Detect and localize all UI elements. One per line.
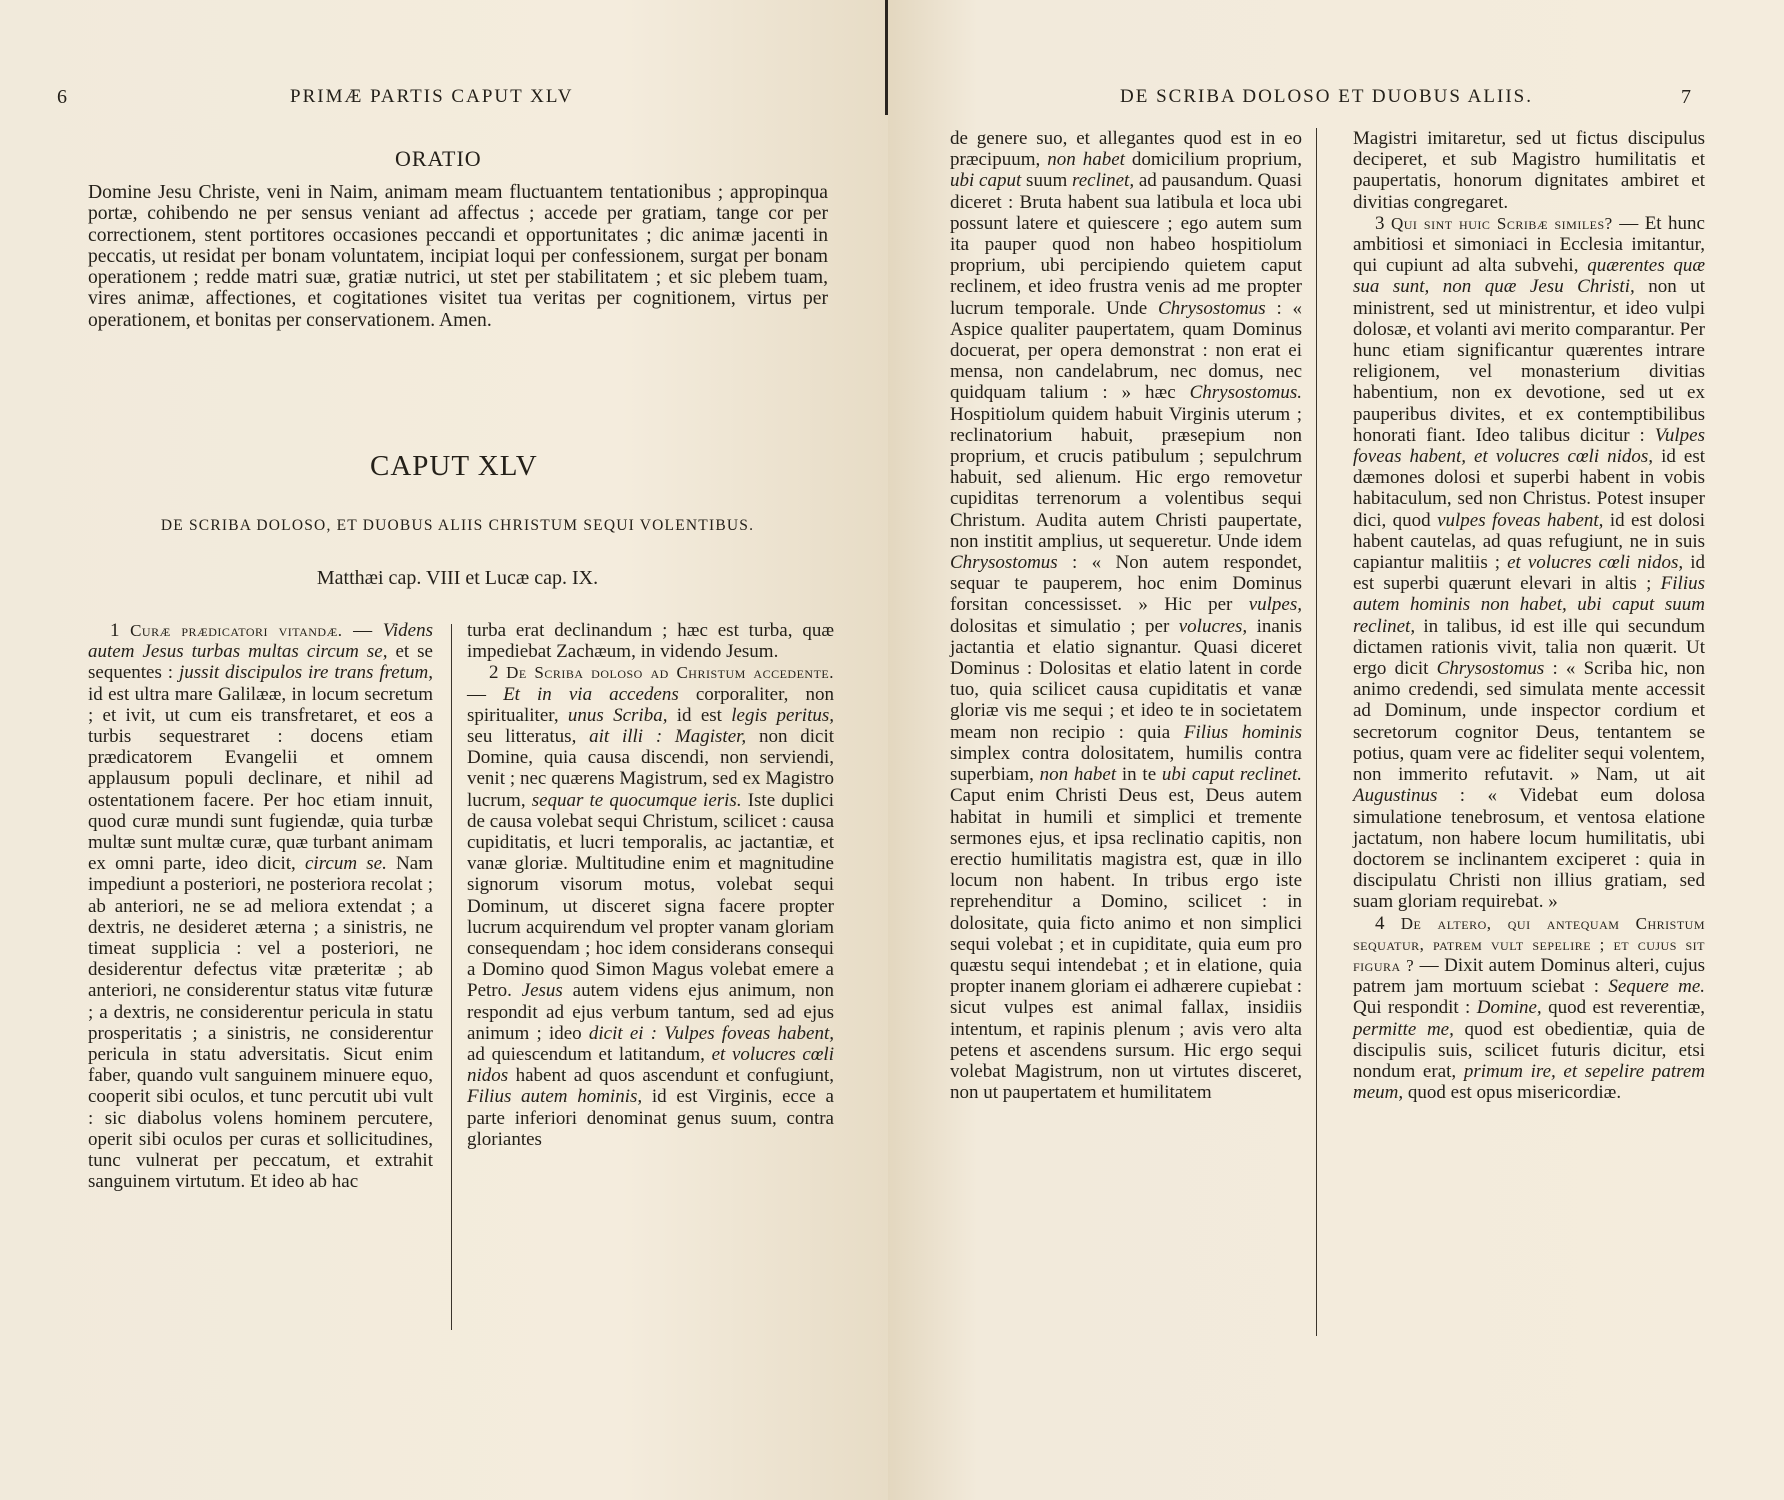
text: et se sequentes : — [88, 641, 433, 684]
dash: — — [467, 683, 504, 705]
text: domicilium proprium, — [1124, 149, 1302, 171]
quote: unus Scriba, — [567, 704, 668, 726]
quote: Filius hominis — [1183, 721, 1302, 743]
quote: non habet — [1047, 149, 1125, 171]
text: id est dæmones dolosi et superbi habent in vobis habitaculum, sed non Christus. Potest insuper dici, quod — [1353, 446, 1705, 531]
dash: — — [1612, 212, 1645, 234]
text: Et hunc ambitiosi et simoniaci in Ecclesia imitantur, qui cupiunt ad alta subvehi, — [1353, 212, 1705, 277]
left-column-2 — [467, 620, 834, 1150]
caput-subtitle: DE SCRIBA DOLOSO, ET DUOBUS ALIIS CHRISTUM SEQUI VOLENTIBUS. — [160, 517, 755, 534]
text: id est superbi quærunt elevari in altis ; — [1353, 552, 1706, 595]
quote: ubi caput — [950, 170, 1022, 192]
text: in te — [1116, 764, 1162, 786]
text: : « Scriba hic, non animo credendi, sed simulata mente accessit ad Dominum, unde inspector cordium et secretorum cognitor Deus, tentantem se potius, quam vere ac fideliter sequi volentem, non immerito refutavit. » Nam, ut ait — [1353, 658, 1706, 786]
quote: ubi caput reclinet. — [1161, 764, 1302, 786]
text: simplex contra dolositatem, humilis contra superbiam, — [950, 742, 1302, 786]
oratio-body: Domine Jesu Christe, veni in Naim, animam meam fluctuantem tentationibus ; appropinqua portæ, cohibendo ne per sensus veniant ad affectus ; accede per gratiam, tange cor per correctionem, stent portitores occasiones peccandi et opportunitates ; dic animæ jacenti in peccatis, ut residat per bonam voluntatem, incipiat loqui per confessionem, surgat per bonam operationem ; redde matri suæ, gratiæ nutrici, ut stet per stabilitatem ; et sic plebem tuam, vires animæ, affectiones, et cogitationes visitet tua veritas per cognitionem, virtus per operationem, et bonitas per conservationem. Amen. — [88, 182, 828, 331]
oratio-title: ORATIO — [395, 146, 482, 171]
text: : « Aspice qualiter paupertatem, quam Dominus docuerat, per opera demonstrat : non erat ei mensa, non candelabrum, nec domus, nec quidquam talium : » hæc — [950, 297, 1303, 404]
quote: ait illi : Magister, — [589, 726, 747, 748]
quote: jussit discipulos ire trans fretum, — [179, 662, 433, 684]
text: inanis jactantia et elatio signantur. Quasi diceret Dominus : Dolositas et elatio latent in corde tuo, quia scilicet causa cupiditatis et vanæ gloriæ vis me sequi ; et ideo te in societatem meam non recipio : quia — [950, 615, 1302, 743]
section-heading: De altero, qui antequam Christum sequatur, patrem vult sepelire ; et cujus sit figura ? — [1353, 913, 1705, 975]
right-page — [888, 0, 1784, 1500]
text: Dixit autem Dominus alteri, cujus patrem jam mortuum sciebat : — [1353, 954, 1706, 998]
section-heading: Qui sint huic Scribæ similes? — [1390, 213, 1613, 233]
section-heading: Curæ prædicatori vitandæ. — [130, 621, 343, 640]
text: seu litteratus, — [467, 726, 590, 748]
quote: Chrysostomus — [1158, 297, 1266, 319]
text: Hospitiolum quidem habuit Virginis uterum ; reclinatorium habuit, præsepium non proprium, et crucis patibulum ; sepulchrum habuit, sed alienum. Hic ergo removetur cupiditas terrenorum a volentibus sequi Christum. Audita autem Christi paupertate, non institit amplius, ut sequeretur. Unde idem — [950, 403, 1302, 552]
quote: Filius autem hominis non habet, ubi caput suum reclinet, — [1353, 573, 1705, 637]
section-number: 1 — [110, 620, 120, 641]
quote: circum se. — [305, 853, 387, 875]
quote: Sequere me. — [1608, 976, 1705, 998]
quote: dicit ei : Vulpes foveas habent, — [588, 1022, 834, 1044]
text: quod est opus misericordiæ. — [1403, 1082, 1622, 1104]
paragraph — [950, 128, 1302, 1103]
running-head-left: PRIMÆ PARTIS CAPUT XLV — [290, 86, 574, 107]
section-4-paragraph — [1353, 913, 1705, 1104]
text: id est ultra mare Galilææ, in locum secretum ; et ivit, ut cum eis transfretaret, et eos a turbis sequestraret : docens etiam prædicatorem Evangelii et omnem applausum populi declinare, et nihil ad ostentationem facere. Per hoc etiam innuit, quod curæ mundi sunt fugiendæ, quia turbæ multæ sunt multæ curæ, quæ turbant animam ex omni parte, ideo dicit, — [88, 683, 433, 875]
text: non ut ministrent, sed ut ministrentur, et ideo vulpi dolosæ, et volanti avi merito comparantur. Per hunc etiam significantur quærentes intrare religionem, vel monasterium divitias habentium, non ex devotione, sed ut ex pauperibus divites, et ex contemptibilibus honorati fiant. Ideo talibus dicitur : — [1353, 276, 1705, 446]
caput-title: CAPUT XLV — [370, 450, 538, 482]
quote: Jesus — [521, 980, 563, 1002]
quote: reclinet, — [1072, 170, 1135, 192]
quote: Augustinus — [1353, 785, 1438, 807]
quote: Chrysostomus — [1436, 658, 1545, 680]
column-rule — [451, 624, 452, 1330]
text: Caput enim Christi Deus est, Deus autem habitat in humili et simplici et tremente sermones ejus, et ipsa reclinatio capitis, non erectio humilitatis magistra est, quæ in illo locum non habent. In tribus ergo iste reprehenditur a Domino, scilicet : in dolositate, quia ficto animo et non simplici sequi volebat ; et in cupiditate, quia eum pro quæstu sequi intendebat ; et in elatione, quia propter inanem gloriam ei adhærere cupiebat : sicut vulpes est animal fallax, insidiis intentum, et rapinis plenum ; avis vero alta petens et ascendens sursum. Hic ergo sequi volebat Magistrum, non ut virtutes disceret, non ut paupertatem et humilitatem — [950, 785, 1302, 1104]
section-number: 2 — [489, 662, 499, 684]
text: habent ad quos ascendunt et confugiunt, — [508, 1065, 834, 1087]
text: in talibus, id est ille qui secundum dictamen rationis vivit, talia non quærit. Ut ergo dicit — [1353, 615, 1705, 680]
running-head-right: DE SCRIBA DOLOSO ET DUOBUS ALIIS. — [1120, 86, 1533, 107]
text: quod est obedientiæ, quia de discipulis suis, scilicet futuris dicitur, etsi nondum erat, — [1353, 1018, 1705, 1082]
quote: Domine, — [1476, 997, 1542, 1019]
section-1-paragraph — [88, 620, 433, 1192]
left-page — [0, 0, 888, 1500]
quote: primum ire, et sepelire patrem meum, — [1353, 1060, 1705, 1104]
section-number: 4 — [1375, 912, 1385, 934]
text: Iste duplici de causa volebat sequi Christum, scilicet : causa cupiditatis, et lucri temporalis, ac jactantiæ, et vanæ gloriæ. Multitudine enim et magnitudine signorum visorum motus, volebat sequi Dominum, ut disceret signa facere propter lucrum acquirendum vel propter vanam gloriam consequendam ; hoc idem considerans consequi a Domino quod Simon Magus volebat emere a Petro. — [467, 789, 834, 1002]
quote: vulpes, — [1248, 594, 1302, 616]
paragraph: Magistri imitaretur, sed ut fictus discipulus deciperet, et sub Magistro humilitatis et paupertatis, honorum dignitates ambiret et divitias congregaret. — [1353, 128, 1705, 213]
right-column-2 — [1353, 128, 1705, 1103]
quote: quærentes quæ sua sunt, non quæ Jesu Christi, — [1353, 255, 1706, 298]
text: non dicit Domine, quia causa discendi, non serviendi, venit ; nec quærens Magistrum, sed ex Magistro lucrum, — [467, 726, 835, 811]
page-number-right: 7 — [1681, 86, 1691, 108]
text: id est Virginis, ecce a parte inferiori denominat genus suum, contra gloriantes — [467, 1086, 834, 1150]
quote: Chrysostomus — [950, 552, 1058, 574]
right-column-1 — [950, 128, 1302, 1103]
text: de genere suo, et allegantes quod est in eo præcipuum, — [950, 128, 1302, 171]
quote: Et in via accedens — [503, 683, 679, 705]
text: ad quiescendum et latitandum, — [467, 1044, 712, 1066]
quote: et volucres cœli nidos — [467, 1044, 834, 1087]
column-rule — [1316, 128, 1317, 1336]
left-column-1 — [88, 620, 433, 1192]
section-heading: De Scriba doloso ad Christum accedente. — [506, 663, 834, 683]
text: ad pausandum. Quasi diceret : Bruta habent sua latibula et loca ubi possunt latere et quiescere ; ego autem sum ita pauper quod non habeo hospitiolum proprium, ubi percipiendo quietem caput reclinem, et ideo frustra venis ad me propter lucrum temporale. Unde — [950, 170, 1302, 319]
paragraph: turba erat declinandum ; hæc est turba, quæ impediebat Zachæum, in videndo Jesum. — [467, 620, 834, 663]
quote: Videns autem Jesus turbas multas circum se, — [88, 620, 434, 663]
text: quod est reverentiæ, — [1541, 997, 1705, 1019]
text: id est — [667, 704, 732, 726]
quote: vulpes foveas habent, — [1437, 509, 1604, 531]
text: : « Non autem respondet, sequar te pauperem, hoc enim Dominus forsitan concessisset. » Hic per — [950, 552, 1302, 616]
dash: — — [1414, 954, 1445, 976]
caput-reference: Matthæi cap. VIII et Lucæ cap. IX. — [316, 567, 599, 589]
text: autem videns ejus animum, non respondit ad ejus verbum tantum, sed ad ejus animum ; ideo — [467, 980, 835, 1044]
section-number: 3 — [1375, 212, 1385, 234]
quote: Vulpes foveas habent, et volucres cœli nidos, — [1353, 424, 1705, 468]
quote: permitte me, — [1353, 1018, 1454, 1040]
quote: Chrysostomus. — [1189, 382, 1302, 404]
text: : « Videbat eum dolosa simulatione tenebrosum, et ventosa elatione jactatum, non habere locum humilitatis, ubi doctorem se inclinantem exciperet : quia in discipulatu Christi non illius gratiam, sed suam gloriam requirebat. » — [1353, 785, 1705, 913]
quote: et volucres cœli nidos, — [1507, 552, 1684, 574]
text: Nam impediunt a posteriori, ne posteriora recolat ; ab anteriori, ne se ad meliora extendat ; a dextris, ne desideret æterna ; a sinistris, ne timeat supplicia : vel a posteriori, ne desiderentur defectus vitæ præteritæ ; ab anteriori, ne considerentur status vitæ futuræ ; a dextris, ne considerentur pericula in statu prosperitatis ; a sinistris, ne considerentur pericula in statu adversitatis. Sicut enim faber, quando vult sanguinem minuere equo, cooperit sibi oculos, et tunc percutit ubi vult : sic diabolus volens hominem percutere, operit sibi oculos per curas et sollicitudines, tunc vulnerat per peccatum, et extrahit sanguinem virtutum. Et ideo ab hac — [88, 853, 433, 1193]
quote: volucres, — [1178, 615, 1248, 637]
quote: sequar te quocumque ieris. — [531, 789, 742, 811]
section-3-paragraph — [1353, 213, 1705, 913]
quote: Filius autem hominis, — [467, 1086, 643, 1108]
section-2-paragraph — [467, 662, 834, 1150]
page-number-left: 6 — [57, 86, 67, 108]
text: Qui respondit : — [1353, 997, 1477, 1019]
text: id est dolosi habent cautelas, ad quas refugiunt, ne in suis capiantur malitiis ; — [1353, 509, 1705, 574]
text: suum — [1021, 170, 1073, 192]
text: corporaliter, non spiritualiter, — [467, 683, 834, 726]
quote: legis peritus, — [731, 704, 835, 726]
quote: non habet — [1039, 764, 1117, 786]
dash: — — [342, 620, 383, 641]
text: dolositas et simulatio ; per — [950, 615, 1179, 637]
